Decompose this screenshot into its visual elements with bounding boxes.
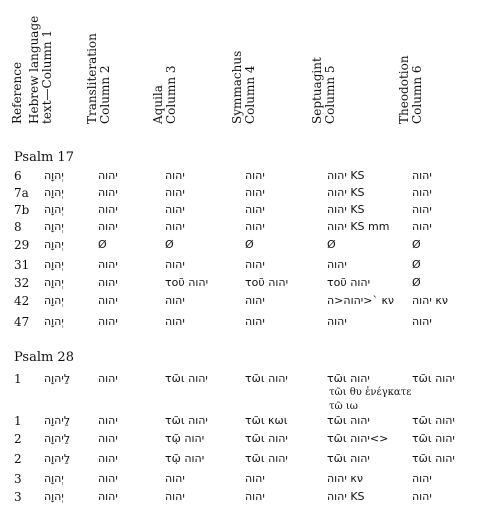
cell-hebrew: יְהוָה (44, 490, 64, 503)
cell-hebrew: יְהוָה (44, 315, 64, 328)
cell-hebrew: יְהוָה (44, 186, 64, 199)
septuagint-note: τῶι θυ ἐνέγκατε (329, 387, 412, 398)
cell-symmachus: τοῦ יהוה (245, 276, 289, 289)
cell-transliteration: יהוה (98, 220, 118, 233)
cell-theodotion: τῶι יהוה (412, 414, 455, 427)
cell-theodotion: יהוה (412, 203, 432, 216)
cell-theodotion: τῶι יהוה (412, 372, 455, 385)
psalm17-title: Psalm 17 (14, 150, 74, 165)
psalm28-title: Psalm 28 (14, 350, 74, 365)
cell-aquila: יהוה (165, 258, 185, 271)
cell-reference: 1 (14, 372, 22, 386)
header-aquila: Aquila Column 3 (151, 65, 178, 124)
cell-aquila: τῷ יהוה (165, 452, 205, 465)
cell-symmachus: τῶι יהוה (245, 452, 288, 465)
header-symmachus: Symmachus Column 4 (230, 50, 257, 124)
cell-theodotion: Ø (412, 276, 421, 289)
header-theodotion: Theodotion Column 6 (397, 55, 424, 124)
cell-symmachus: יהוה (245, 203, 265, 216)
cell-symmachus: יהוה (245, 315, 265, 328)
cell-transliteration: יהוה (98, 169, 118, 182)
cell-hebrew: יְהוָה (44, 472, 64, 485)
cell-septuagint: τῶι יהוה (327, 452, 370, 465)
cell-hebrew: לַיהוָה (44, 414, 71, 427)
cell-reference: 7a (14, 186, 29, 200)
cell-theodotion: יהוה (412, 186, 432, 199)
cell-reference: 31 (14, 258, 30, 272)
cell-septuagint: יהוה (327, 258, 347, 271)
cell-transliteration: יהוה (98, 294, 118, 307)
cell-transliteration: יהוה (98, 432, 118, 445)
cell-septuagint: יהוה κν (327, 472, 363, 485)
cell-septuagint: יהוה KS (327, 490, 365, 503)
cell-theodotion: Ø (412, 258, 421, 271)
cell-transliteration: יהוה (98, 472, 118, 485)
cell-reference: 1 (14, 414, 22, 428)
cell-aquila: יהוה (165, 472, 185, 485)
cell-hebrew: יְהוָה (44, 276, 64, 289)
septuagint-note-2: τῶ ιω (329, 401, 358, 412)
cell-septuagint: Ø (327, 238, 336, 251)
cell-theodotion: יהוה (412, 315, 432, 328)
cell-symmachus: יהוה (245, 186, 265, 199)
cell-septuagint: τῶι יהוה (327, 414, 370, 427)
cell-symmachus: τῶι יהוה (245, 432, 288, 445)
cell-aquila: Ø (165, 238, 174, 251)
cell-reference: 3 (14, 490, 22, 504)
cell-septuagint: τῶι יהוה<> (327, 432, 389, 445)
cell-reference: 2 (14, 432, 22, 446)
cell-reference: 3 (14, 472, 22, 486)
header-hebrew: Hebrew language text—Column 1 (27, 15, 54, 124)
header-transliteration: Transliteration Column 2 (85, 33, 112, 124)
cell-aquila: τῶι יהוה (165, 414, 208, 427)
cell-theodotion: יהוה (412, 472, 432, 485)
cell-reference: 42 (14, 294, 30, 308)
cell-aquila: יהוה (165, 315, 185, 328)
cell-symmachus: יהוה (245, 472, 265, 485)
cell-theodotion: τῶι יהוה (412, 432, 455, 445)
cell-aquila: יהוה (165, 220, 185, 233)
cell-theodotion: Ø (412, 238, 421, 251)
cell-symmachus: τῶι יהוה (245, 372, 288, 385)
cell-aquila: יהוה (165, 294, 185, 307)
cell-transliteration: יהוה (98, 186, 118, 199)
cell-theodotion: יהוה (412, 490, 432, 503)
cell-hebrew: לַיהוָה (44, 432, 71, 445)
cell-symmachus: יהוה (245, 258, 265, 271)
cell-transliteration: יהוה (98, 203, 118, 216)
cell-transliteration: יהוה (98, 372, 118, 385)
cell-theodotion: יהוה κν (412, 294, 448, 307)
cell-aquila: τῶι יהוה (165, 372, 208, 385)
cell-reference: 47 (14, 315, 30, 329)
cell-symmachus: τῶι κωι (245, 414, 288, 427)
cell-hebrew: לַיהוָה (44, 372, 71, 385)
cell-aquila: τοῦ יהוה (165, 276, 209, 289)
cell-septuagint: τοῦ יהוה (327, 276, 371, 289)
cell-theodotion: יהוה (412, 169, 432, 182)
cell-hebrew: יְהוָה (44, 169, 64, 182)
cell-septuagint: יהוה KS (327, 203, 365, 216)
cell-theodotion: יהוה (412, 220, 432, 233)
cell-transliteration: יהוה (98, 276, 118, 289)
cell-hebrew: יְהוָה (44, 294, 64, 307)
cell-aquila: יהוה (165, 203, 185, 216)
cell-transliteration: Ø (98, 238, 107, 251)
cell-aquila: יהוה (165, 186, 185, 199)
cell-hebrew: יְהוָה (44, 220, 64, 233)
cell-transliteration: יהוה (98, 452, 118, 465)
cell-symmachus: יהוה (245, 169, 265, 182)
cell-reference: 32 (14, 276, 30, 290)
cell-hebrew: יְהוָה (44, 258, 64, 271)
cell-aquila: τῷ יהוה (165, 432, 205, 445)
cell-symmachus: יהוה (245, 294, 265, 307)
cell-septuagint: יהוה KS (327, 186, 365, 199)
cell-septuagint: יהוה KS mm (327, 220, 390, 233)
cell-hebrew: יְהוָה (44, 203, 64, 216)
cell-septuagint: יהוה (327, 315, 347, 328)
cell-reference: 7b (14, 203, 30, 217)
header-septuagint: Septuagint Column 5 (310, 57, 337, 124)
cell-hebrew: יְהוָה (44, 238, 64, 251)
cell-reference: 2 (14, 452, 22, 466)
cell-symmachus: יהוה (245, 490, 265, 503)
cell-septuagint: יהוה KS (327, 169, 365, 182)
cell-reference: 6 (14, 169, 22, 183)
cell-transliteration: יהוה (98, 315, 118, 328)
cell-septuagint: יהוה<ה>` κν (327, 294, 395, 307)
cell-septuagint: τῶι יהוה (327, 372, 370, 385)
cell-aquila: יהוה (165, 490, 185, 503)
cell-reference: 29 (14, 238, 30, 252)
header-reference: Reference (10, 61, 24, 124)
cell-symmachus: Ø (245, 238, 254, 251)
cell-transliteration: יהוה (98, 414, 118, 427)
cell-transliteration: יהוה (98, 490, 118, 503)
cell-symmachus: יהוה (245, 220, 265, 233)
cell-aquila: יהוה (165, 169, 185, 182)
cell-reference: 8 (14, 220, 22, 234)
cell-hebrew: לַיהוָה (44, 452, 71, 465)
cell-theodotion: τῶι יהוה (412, 452, 455, 465)
cell-transliteration: יהוה (98, 258, 118, 271)
